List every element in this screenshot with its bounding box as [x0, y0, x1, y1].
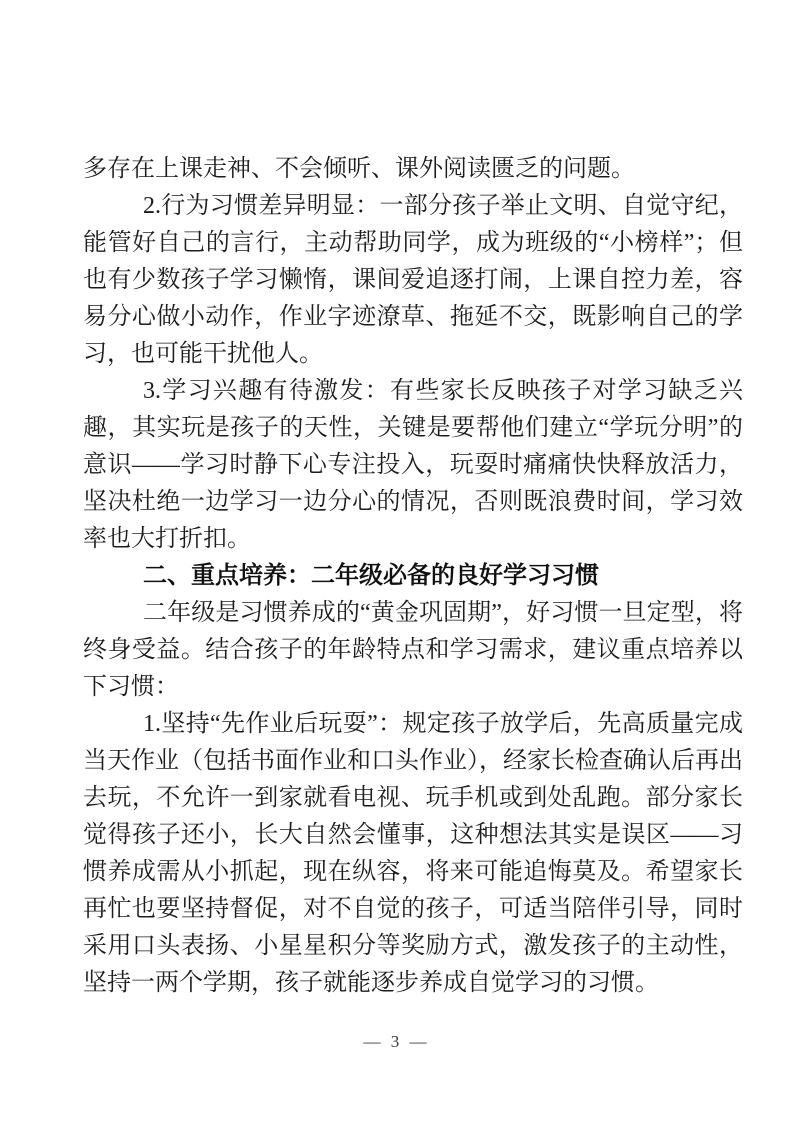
paragraph: 3.学习兴趣有待激发：有些家长反映孩子对学习缺乏兴趣，其实玩是孩子的天性，关键是要帮他们建立“学玩分明”的意识——学习时静下心专注投入，玩耍时痛痛快快释放活力，坚决杜绝一边学习一边分心的情况，否则既浪费时间，学习效率也大打折扣。	[83, 378, 743, 552]
section-heading: 二、重点培养：二年级必备的良好学习习惯	[143, 563, 599, 589]
paragraph: 2.行为习惯差异明显：一部分孩子举止文明、自觉守纪，能管好自己的言行，主动帮助同学，成为班级的“小榜样”；但也有少数孩子学习懒惰，课间爱追逐打闹，上课自控力差，容易分心做小动作，作业字迹潦草、拖延不交，既影响自己的学习，也可能干扰他人。	[83, 193, 743, 367]
paragraph: 多存在上课走神、不会倾听、课外阅读匮乏的问题。	[83, 156, 635, 182]
page-number: — 3 —	[363, 1032, 430, 1051]
paragraph: 1.坚持“先作业后玩耍”：规定孩子放学后，先高质量完成当天作业（包括书面作业和口头作业），经家长检查确认后再出去玩，不允许一到家就看电视、玩手机或到处乱跑。部分家长觉得孩子还小，长大自然会懂事，这种想法其实是误区——习惯养成需从小抓起，现在纵容，将来可能追悔莫及。希望家长再忙也要坚持督促，对不自觉的孩子，可适当陪伴引导，同时采用口头表扬、小星星积分等奖励方式，激发孩子的主动性，坚持一两个学期，孩子就能逐步养成自觉学习的习惯。	[83, 711, 743, 996]
document-body	[83, 151, 743, 1002]
paragraph: 二年级是习惯养成的“黄金巩固期”，好习惯一旦定型，将终身受益。结合孩子的年龄特点和学习需求，建议重点培养以下习惯：	[83, 600, 743, 700]
